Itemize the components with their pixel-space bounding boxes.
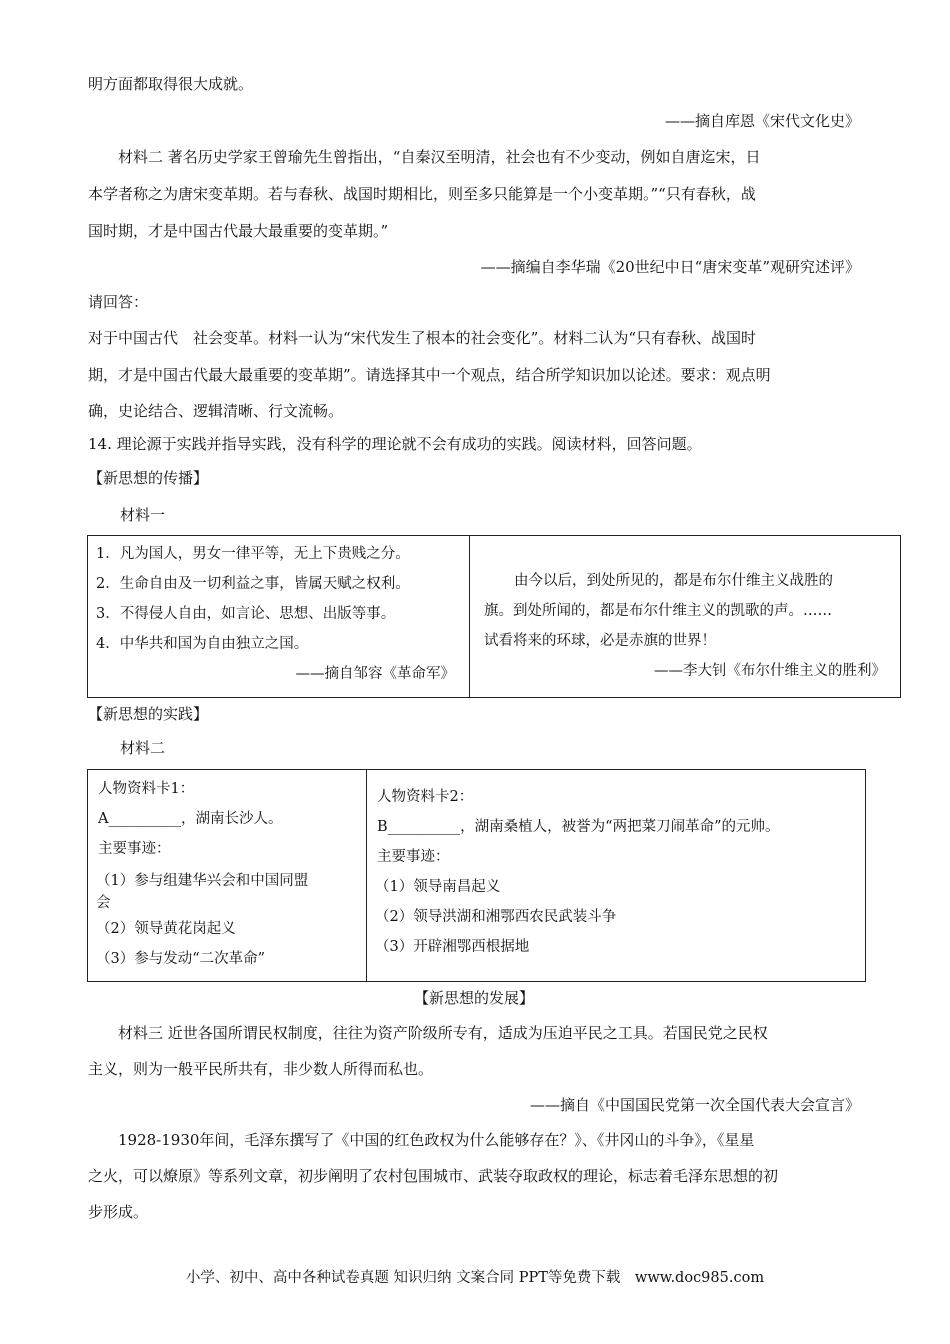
material-one-table bbox=[87, 535, 901, 698]
source-citation: ——摘自邹容《革命军》 bbox=[295, 666, 455, 682]
section-heading: 【新思想的实践】 bbox=[88, 705, 209, 723]
card-name: A__________，湖南长沙人。 bbox=[98, 811, 283, 827]
material-two-line: 本学者称之为唐宋变革期。若与春秋、战国时期相比，则至多只能算是一个小变革期。”“只有春秋，战 bbox=[88, 185, 756, 203]
list-item: 3．不得侵人自由，如言论、思想、出版等事。 bbox=[96, 606, 396, 622]
mao-paragraph-line: 步形成。 bbox=[88, 1203, 149, 1221]
list-item: 4．中华共和国为自由独立之国。 bbox=[96, 636, 309, 652]
section-heading: 【新思想的发展】 bbox=[413, 989, 534, 1007]
ask-label: 请回答： bbox=[88, 293, 149, 311]
source-citation: ——摘编自李华瑞《20世纪中日“唐宋变革”观研究述评》 bbox=[480, 258, 860, 276]
question-line: 对于中国古代 社会变革。材料一认为“宋代发生了根本的社会变化”。材料二认为“只有春秋、战国时 bbox=[88, 329, 757, 347]
card-deeds-label: 主要事迹： bbox=[98, 841, 171, 857]
person-cards-table bbox=[87, 769, 866, 982]
card-item: （2）领导黄花岗起义 bbox=[96, 921, 236, 937]
card-deeds-label: 主要事迹： bbox=[377, 849, 450, 865]
card-item: 会 bbox=[96, 895, 111, 911]
card-item: （3）参与发动“二次革命” bbox=[96, 951, 266, 967]
material-one-right-cell bbox=[470, 536, 901, 698]
material-three-line: 材料三 近世各国所谓民权制度，往往为资产阶级所专有，适成为压迫平民之工具。若国民党之民权 bbox=[118, 1024, 768, 1042]
card-title: 人物资料卡1： bbox=[98, 781, 195, 797]
page-footer: 小学、初中、高中各种试卷真题 知识归纳 文案合同 PPT等免费下载 www.doc985.com bbox=[185, 1270, 765, 1286]
material-label: 材料二 bbox=[120, 739, 166, 757]
person-card-2 bbox=[367, 770, 866, 982]
source-citation: ——李大钊《布尔什维主义的胜利》 bbox=[654, 663, 886, 679]
material-three-line: 主义，则为一般平民所共有，非少数人所得而私也。 bbox=[88, 1060, 434, 1078]
question-line: 期，才是中国古代最大最重要的变革期”。请选择其中一个观点，结合所学知识加以论述。要求：观点明 bbox=[88, 366, 771, 384]
source-citation: ——摘自《中国国民党第一次全国代表大会宣言》 bbox=[529, 1096, 860, 1114]
card-title: 人物资料卡2： bbox=[377, 789, 474, 805]
material-one-left-cell bbox=[88, 536, 470, 698]
card-item: （1）参与组建华兴会和中国同盟 bbox=[96, 873, 309, 889]
card-name: B__________，湖南桑植人，被誉为“两把菜刀闹革命”的元帅。 bbox=[377, 819, 780, 835]
material-two-line: 国时期，才是中国古代最大最重要的变革期。” bbox=[88, 222, 389, 240]
quote-line: 试看将来的环球，必是赤旗的世界！ bbox=[484, 633, 716, 649]
card-item: （1）领导南昌起义 bbox=[375, 879, 501, 895]
list-item: 1．凡为国人，男女一律平等，无上下贵贱之分。 bbox=[96, 546, 410, 562]
text-line: 明方面都取得很大成就。 bbox=[88, 75, 254, 93]
section-heading: 【新思想的传播】 bbox=[88, 469, 209, 487]
quote-line: 由今以后，到处所见的，都是布尔什维主义战胜的 bbox=[514, 573, 833, 589]
question-14-intro: 14. 理论源于实践并指导实践，没有科学的理论就不会有成功的实践。阅读材料，回答问题。 bbox=[88, 435, 702, 453]
card-item: （3）开辟湘鄂西根据地 bbox=[375, 939, 530, 955]
mao-paragraph-line: 1928-1930年间，毛泽东撰写了《中国的红色政权为什么能够存在？》、《井冈山的斗争》，《星星 bbox=[118, 1131, 755, 1149]
source-citation: ——摘自库恩《宋代文化史》 bbox=[664, 112, 860, 130]
list-item: 2．生命自由及一切利益之事，皆属天赋之权利。 bbox=[96, 576, 410, 592]
material-label: 材料一 bbox=[120, 506, 166, 524]
mao-paragraph-line: 之火，可以燎原》等系列文章，初步阐明了农村包围城市、武装夺取政权的理论，标志着毛泽东思想的初 bbox=[88, 1167, 779, 1185]
person-card-1 bbox=[88, 770, 367, 982]
card-item: （2）领导洪湖和湘鄂西农民武装斗争 bbox=[375, 909, 617, 925]
quote-line: 旗。到处所闻的，都是布尔什维主义的凯歌的声。…… bbox=[484, 603, 832, 619]
material-two-line: 材料二 著名历史学家王曾瑜先生曾指出，“自秦汉至明清，社会也有不少变动，例如自唐迄宋，日 bbox=[118, 148, 761, 166]
question-line: 确，史论结合、逻辑清晰、行文流畅。 bbox=[88, 402, 344, 420]
